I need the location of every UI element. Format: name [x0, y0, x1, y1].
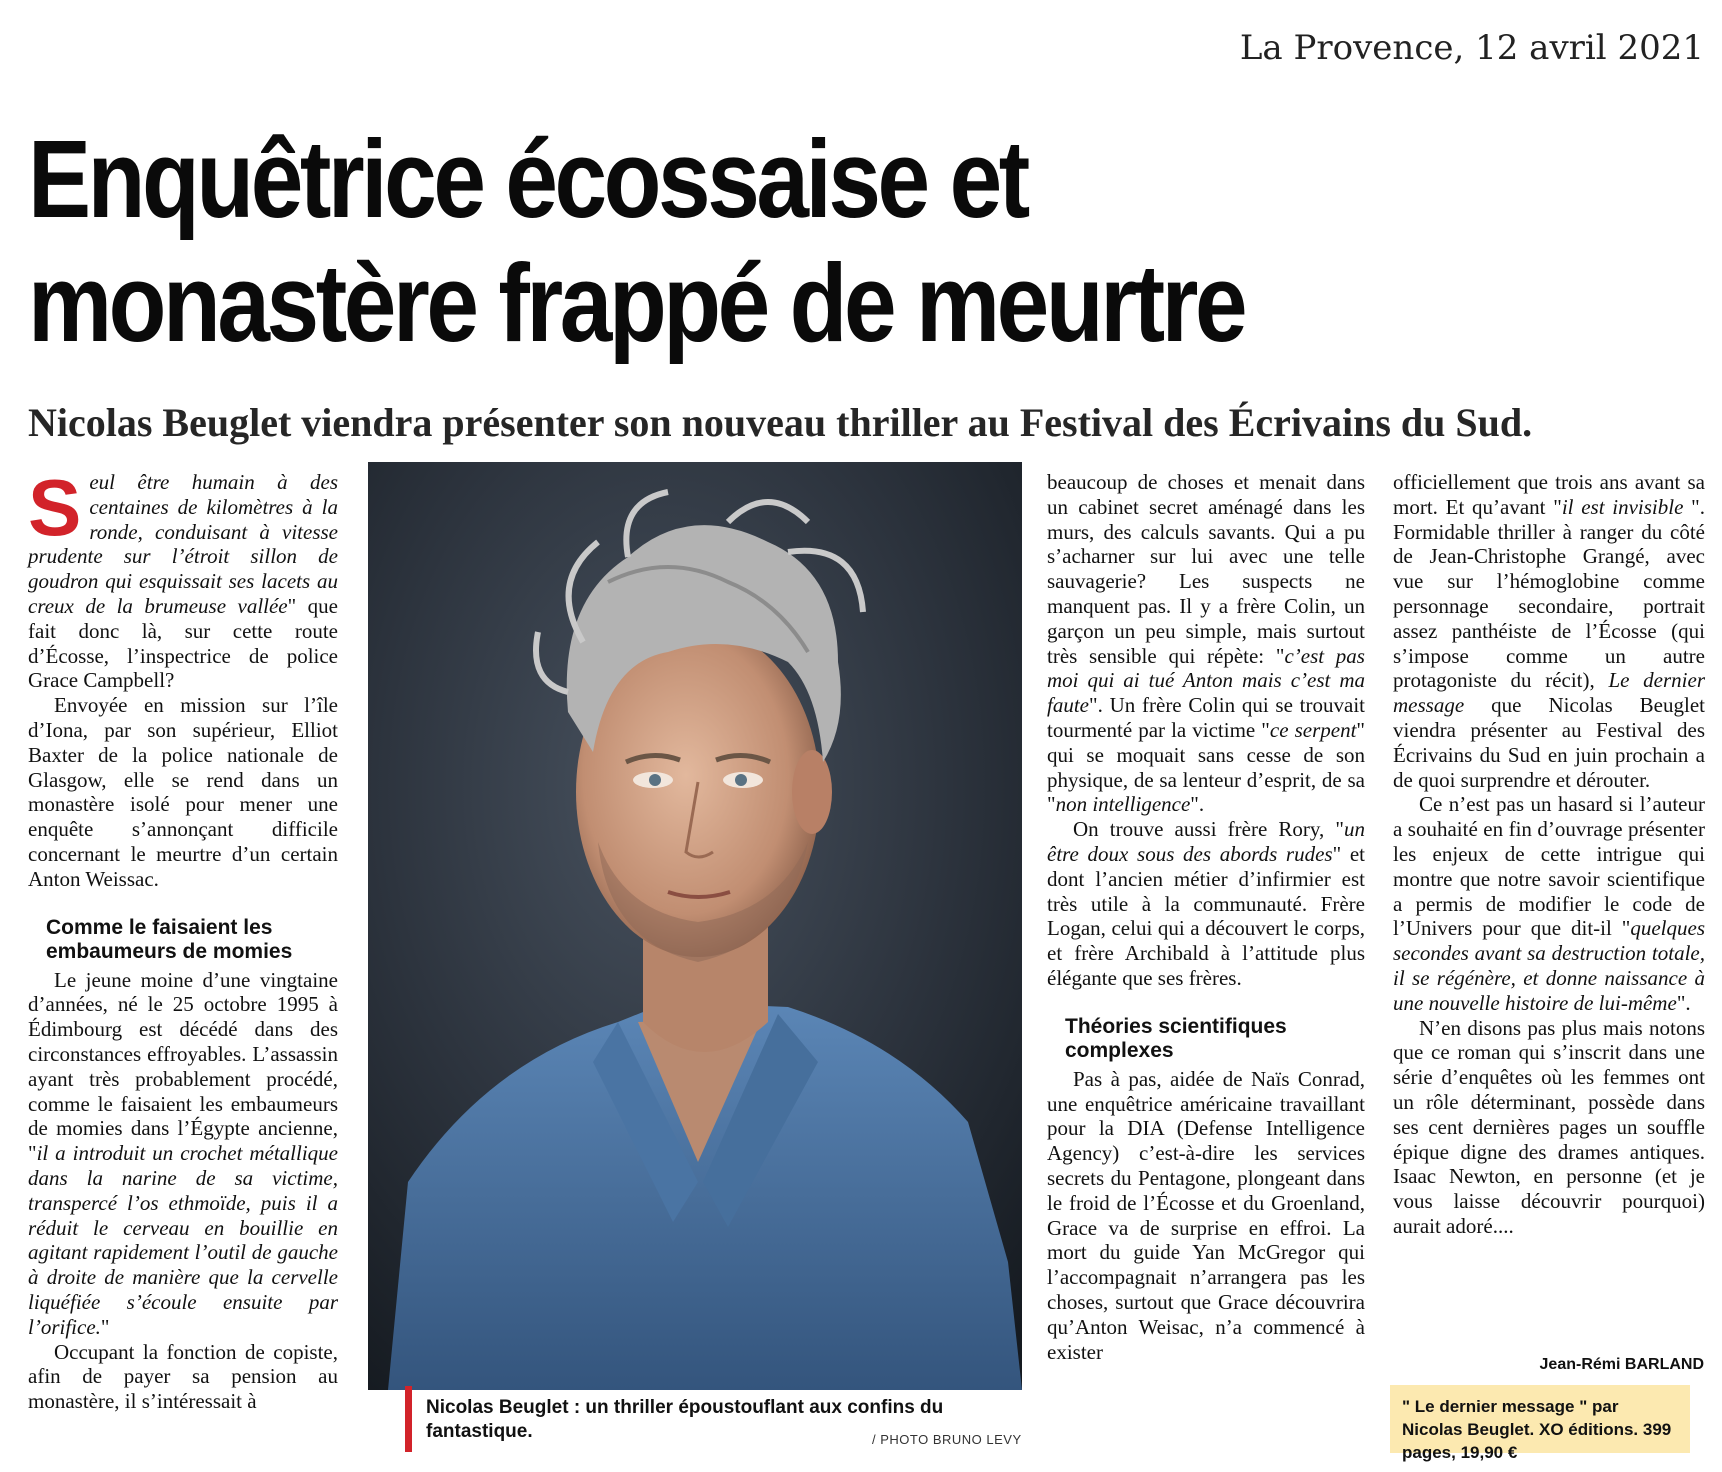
portrait-illustration — [368, 462, 1022, 1390]
subheading: Théories scientifiques complexes — [1065, 1014, 1287, 1062]
text: " et dont l’ancien métier d’infirmier est très utile à la communauté. Frère Logan, celui qui a découvert le corps, et frère Archibald à l’attitude plus élégante que ses frères. — [1047, 841, 1365, 990]
paragraph — [28, 968, 338, 1340]
paragraph — [1393, 470, 1705, 792]
drop-cap: S — [28, 463, 82, 552]
text: Ce n’est pas un hasard si l’auteur a souhaité en fin d’ouvrage présenter les enjeux de cette intrigue qui montre que notre savoir scientifique a permis de modifier le code de l’Univers pour que dit-il " — [1393, 792, 1705, 941]
quote: il a introduit un crochet métallique dans la narine de sa victime, transpercé l’os ethmoïde, puis il a réduit le cerveau en bouillie en agitant rapidement l’outil de gauche à droite de manière que la cervelle liquéfiée s’écoule ensuite par l’orifice. — [28, 1141, 338, 1339]
dateline: La Provence, 12 avril 2021 — [1239, 28, 1704, 68]
author-signature: Jean-Rémi BARLAND — [1539, 1356, 1704, 1373]
paragraph — [1047, 817, 1365, 991]
lead-text-end: " que fait donc là, sur cette route d’Écosse, l’inspectrice de police Grace Campbell? — [28, 593, 338, 693]
text: beaucoup de choses et menait dans un cabinet secret aménagé dans les murs, des calculs savants. Qui a pu s’acharner sur lui avec une telle sauvagerie? Les suspects ne manquent pas. Il y a frère Colin, un garçon un peu simple, mais surtout très sensible qui répète: " — [1047, 470, 1365, 668]
article-column-4 — [1393, 470, 1705, 1239]
text: Le jeune moine d’une vingtaine d’années, né le 25 octobre 1995 à Édimbourg est décédé dans des circonstances effroyables. L’assassin ayant très probablement procédé, comme le faisaient les embaumeurs de momies dans l’Égypte ancienne, " — [28, 967, 338, 1166]
paragraph: Pas à pas, aidée de Naïs Conrad, une enquêtrice américaine travaillant pour la DIA (Defense Intelligence Agency) c’est-à-dire les services secrets du Pentagone, plongeant dans le froid de l’Écosse et du Groenland, Grace va de surprise en effroi. La mort du guide Yan McGregor qui l’accompagnait n’arrangera pas les choses, surtout que Grace découvrira qu’Anton Weisac, n’a commencé à exister — [1047, 1066, 1365, 1364]
text: ". Formidable thriller à ranger du côté de Jean-Christophe Grangé, avec vue sur l’hémoglobine comme personnage secondaire, portrait assez panthéiste de l’Écosse (qui s’impose comme un autre protagoniste du récit), — [1393, 494, 1705, 693]
headline-line-2: monastère frappé de meurtre — [28, 242, 1245, 365]
quote: ce serpent — [1269, 717, 1357, 742]
photo-credit: / PHOTO BRUNO LEVY — [872, 1432, 1022, 1447]
text: que Nicolas Beuglet viendra présenter au Festival des Écrivains du Sud en juin prochain a de quoi surprendre et dérouter. — [1393, 693, 1705, 792]
quote: un être doux sous des abords rudes — [1047, 817, 1365, 866]
book-info-box: " Le dernier message " par Nicolas Beuglet. XO éditions. 399 pages, 19,90 € — [1390, 1385, 1690, 1453]
photo-caption: Nicolas Beuglet : un thriller époustouflant aux confins du fantastique. — [426, 1397, 944, 1442]
text: officiellement que trois ans avant sa mort. Et qu’avant " — [1393, 470, 1705, 519]
text: ". — [1190, 792, 1205, 817]
paragraph: Envoyée en mission sur l’île d’Iona, par son supérieur, Elliot Baxter de la police nationale de Glasgow, elle se rend dans un monastère isolé pour mener une enquête s’annonçant difficile concernant le meurtre d’un certain Anton Weissac. — [28, 693, 338, 891]
text: On trouve aussi frère Rory, " — [1073, 817, 1344, 842]
paragraph: N’en disons pas plus mais notons que ce roman qui s’inscrit dans une série d’enquêtes où les femmes ont un rôle déterminant, possède dans ses cent dernières pages un souffle épique digne des drames antiques. Isaac Newton, en personne (et je vous laisse découvrir pourquoi) aurait adoré.... — [1393, 1015, 1705, 1238]
lead-paragraph — [28, 463, 338, 693]
paragraph — [1047, 470, 1365, 817]
quote: il est invisible — [1561, 494, 1684, 519]
headline-line-1: Enquêtrice écossaise et — [28, 118, 1027, 241]
caption-accent-bar — [405, 1386, 412, 1452]
paragraph — [1393, 792, 1705, 1015]
quote: non intelligence — [1055, 792, 1191, 817]
lead-text: eul être humain à des centaines de kilomètres à la ronde, conduisant à vitesse prudente sur l’étroit sillon de goudron qui esquissait ses lacets au creux de la brumeuse vallée — [28, 470, 338, 618]
text: " qui se moquait sans cesse de son physique, de sa lenteur d’esprit, de sa " — [1047, 717, 1365, 817]
subtitle: Nicolas Beuglet viendra présenter son nouveau thriller au Festival des Écrivains du Sud. — [28, 400, 1533, 445]
text: ". — [1676, 990, 1691, 1015]
book-title: Le dernier message — [1393, 668, 1705, 718]
headline — [28, 118, 1473, 366]
article-column-1 — [28, 463, 338, 1414]
quote: c’est pas moi qui ai tué Anton mais c’est ma faute — [1047, 643, 1365, 718]
subheading: Comme le faisaient les embaumeurs de momies — [46, 915, 293, 963]
text: ". Un frère Colin qui se trouvait tourmenté par la victime " — [1047, 693, 1365, 742]
author-photo — [368, 462, 1022, 1390]
paragraph: Occupant la fonction de copiste, afin de payer sa pension au monastère, il s’intéressait à — [28, 1339, 338, 1414]
quote: quelques secondes avant sa destruction totale, il se régénère, et donne naissance à une nouvelle histoire de lui-même — [1393, 916, 1705, 1015]
article-column-3 — [1047, 470, 1365, 1364]
text: " — [100, 1314, 110, 1339]
